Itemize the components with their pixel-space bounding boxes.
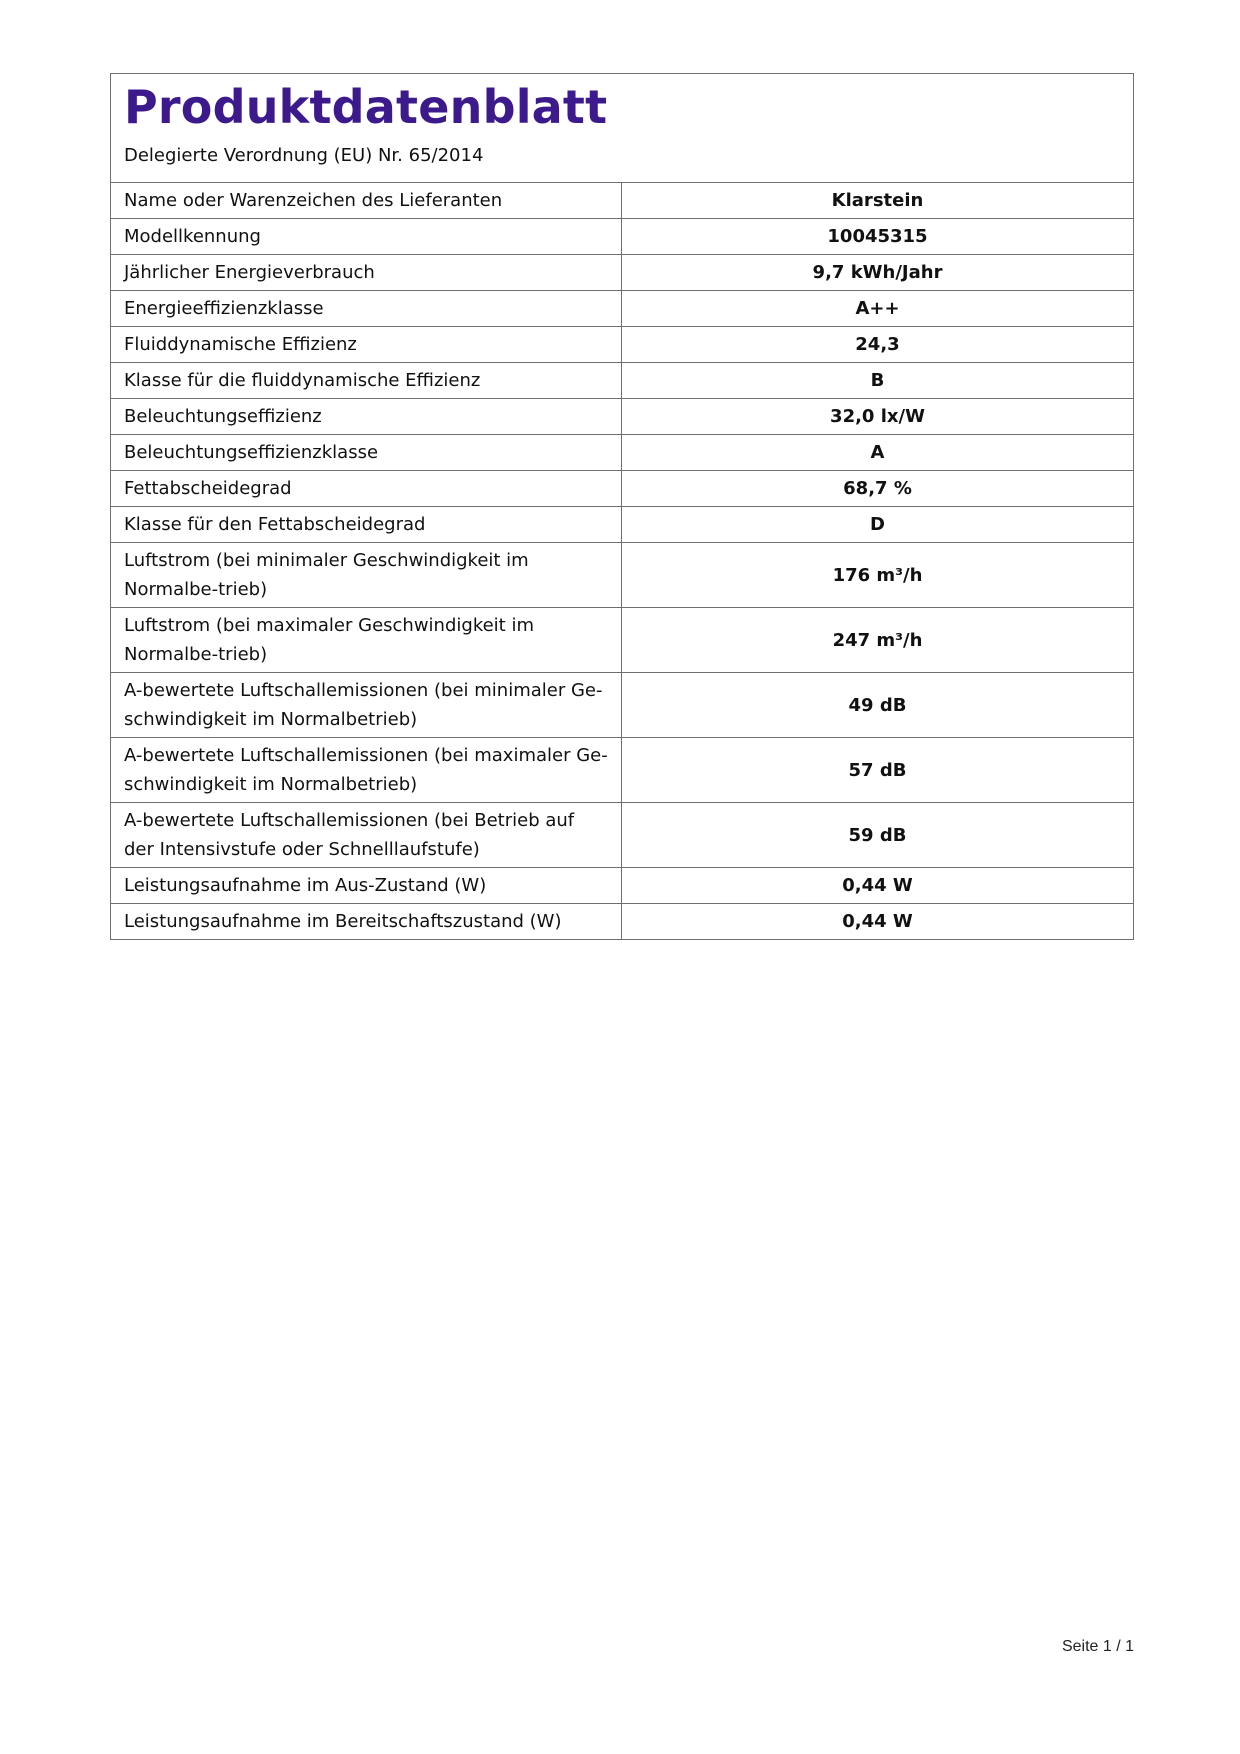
table-row bbox=[111, 543, 1133, 608]
table-row bbox=[111, 291, 1133, 327]
table-row bbox=[111, 183, 1133, 219]
row-value: 24,3 bbox=[622, 327, 1134, 363]
row-value: 32,0 lx/W bbox=[622, 399, 1134, 435]
row-value: A++ bbox=[622, 291, 1134, 327]
row-label: Fluiddynamische Effizienz bbox=[111, 327, 622, 363]
row-label: A-bewertete Luftschallemissionen (bei Betrieb auf der Intensivstufe oder Schnelllaufstufe) bbox=[111, 803, 622, 868]
row-label: A-bewertete Luftschallemissionen (bei minimaler Ge-schwindigkeit im Normalbetrieb) bbox=[111, 673, 622, 738]
row-label: Luftstrom (bei minimaler Geschwindigkeit im Normalbe-trieb) bbox=[111, 543, 622, 608]
table-row bbox=[111, 435, 1133, 471]
page-number: Seite 1 / 1 bbox=[1061, 1638, 1134, 1655]
row-value: Klarstein bbox=[831, 190, 924, 211]
table-row bbox=[111, 803, 1133, 868]
table-row bbox=[111, 507, 1133, 543]
table-row bbox=[111, 673, 1133, 738]
row-value: 0,44 W bbox=[622, 904, 1134, 940]
table-row bbox=[111, 738, 1133, 803]
row-value: 9,7 kWh/Jahr bbox=[622, 255, 1134, 291]
table-row bbox=[111, 219, 1133, 255]
row-value: 247 m³/h bbox=[622, 608, 1134, 673]
table-row bbox=[111, 904, 1133, 940]
table-row bbox=[111, 868, 1133, 904]
row-value: 0,44 W bbox=[622, 868, 1134, 904]
row-value: 57 dB bbox=[622, 738, 1134, 803]
row-label: Luftstrom (bei maximaler Geschwindigkeit im Normalbe-trieb) bbox=[111, 608, 622, 673]
table-row bbox=[111, 608, 1133, 673]
row-value: A bbox=[622, 435, 1134, 471]
table-row bbox=[111, 255, 1133, 291]
row-label: Modellkennung bbox=[111, 219, 622, 255]
row-value: 59 dB bbox=[622, 803, 1134, 868]
row-value: 49 dB bbox=[622, 673, 1134, 738]
row-label: Klasse für die fluiddynamische Effizienz bbox=[111, 363, 622, 399]
data-table bbox=[111, 183, 1133, 939]
regulation-subtitle: Delegierte Verordnung (EU) Nr. 65/2014 bbox=[124, 145, 484, 166]
row-label: Jährlicher Energieverbrauch bbox=[111, 255, 622, 291]
row-label: Beleuchtungseffizienz bbox=[111, 399, 622, 435]
row-label: Name oder Warenzeichen des Lieferanten bbox=[111, 183, 622, 219]
row-label: Beleuchtungseffizienzklasse bbox=[111, 435, 622, 471]
row-label: Energieeffizienzklasse bbox=[111, 291, 622, 327]
row-label: Fettabscheidegrad bbox=[111, 471, 622, 507]
row-value: B bbox=[622, 363, 1134, 399]
row-label: Leistungsaufnahme im Bereitschaftszustand (W) bbox=[111, 904, 622, 940]
row-value: 10045315 bbox=[622, 219, 1134, 255]
table-row bbox=[111, 399, 1133, 435]
row-value: D bbox=[622, 507, 1134, 543]
row-value: 176 m³/h bbox=[622, 543, 1134, 608]
page-title: Produktdatenblatt bbox=[124, 80, 608, 134]
product-data-sheet bbox=[110, 73, 1134, 940]
row-label: A-bewertete Luftschallemissionen (bei maximaler Ge-schwindigkeit im Normalbetrieb) bbox=[111, 738, 622, 803]
table-row bbox=[111, 471, 1133, 507]
row-label: Klasse für den Fettabscheidegrad bbox=[111, 507, 622, 543]
table-row bbox=[111, 363, 1133, 399]
table-row bbox=[111, 327, 1133, 363]
sheet-header bbox=[111, 74, 1133, 183]
row-label: Leistungsaufnahme im Aus-Zustand (W) bbox=[111, 868, 622, 904]
row-value: 68,7 % bbox=[622, 471, 1134, 507]
